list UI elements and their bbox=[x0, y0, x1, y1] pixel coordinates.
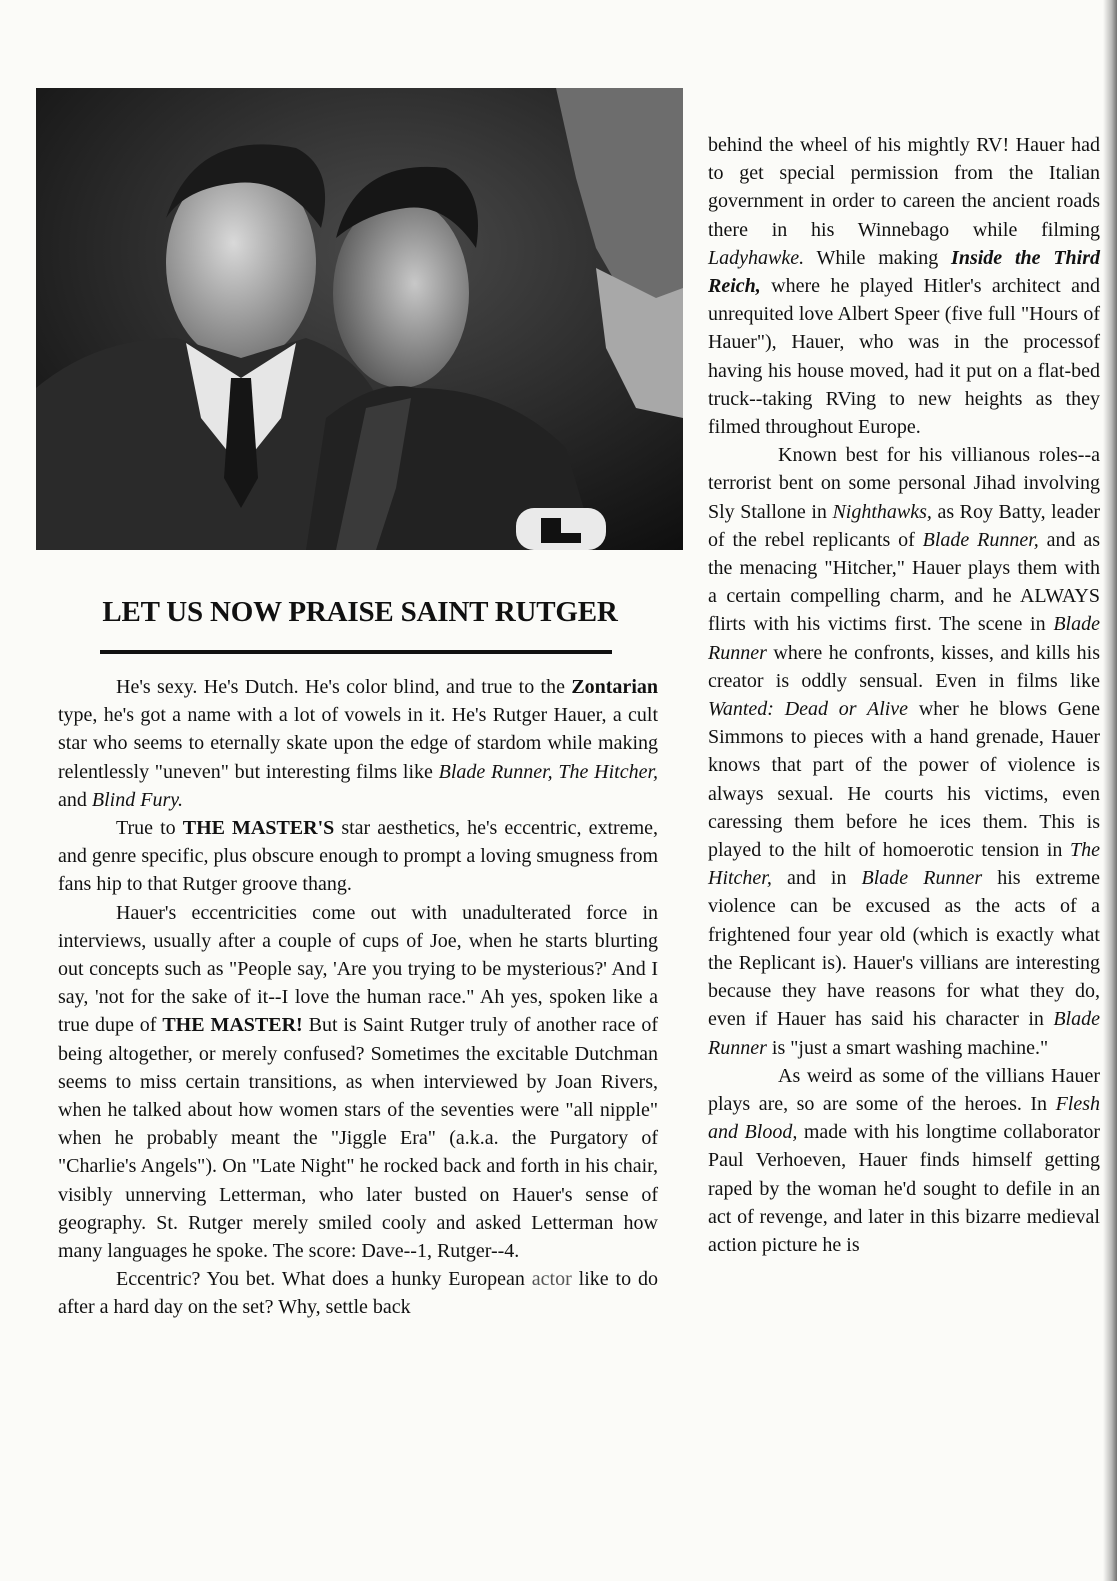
film-still-photo bbox=[36, 88, 683, 550]
paragraph: He's sexy. He's Dutch. He's color blind, and true to the Zontarian type, he's got a name with a lot of vowels in it. He's Rutger Hauer, a cult star who seems to eternally skate upon the edge of stardom while making relentlessly "uneven" but interesting films like Blade Runner, The Hitcher, and Blind Fury. bbox=[58, 676, 659, 811]
photo-illustration bbox=[36, 88, 683, 550]
paragraph: True to THE MASTER'S star aesthetics, he's eccentric, extreme, and genre specific, plus obscure enough to prompt a loving smugness from fans hip to that Rutger groove thang. bbox=[58, 817, 659, 896]
paragraph: As weird as some of the villians Hauer plays are, so are some of the heroes. In Flesh and Blood, made with his longtime collaborator Paul Verhoeven, Hauer finds himself getting raped by the woman he'd sought to defile in an act of revenge, and later in this bizarre medieval action picture he is bbox=[708, 1064, 1100, 1256]
headline-rule bbox=[100, 650, 612, 654]
left-text-column bbox=[58, 673, 658, 1322]
paragraph: behind the wheel of his mightly RV! Hauer had to get special permission from the Italian government in order to careen the ancient roads there in his Winnebago while filming Ladyhawke. While making Inside the Third Reich, where he played Hitler's architect and unrequited love Albert Speer (five full "Hours of Hauer"), Hauer, who was in the processof having his house moved, had it put on a flat-bed truck--taking RVing to new heights as they filmed throughout Europe. bbox=[708, 134, 1101, 439]
paragraph: Hauer's eccentricities come out with unadulterated force in interviews, usually after a couple of cups of Joe, when he starts blurting out concepts such as "People say, 'Are you trying to be mysterious?' And I say, 'not for the sake of it--I love the human race." Ah yes, spoken like a true dupe of THE MASTER! But is Saint Rutger truly of another race of being altogether, or merely confused? Sometimes the excitable Dutchman seems to miss certain transitions, as when interviewed by Joan Rivers, when he talked about how women stars of the seventies were "all nipple" when he probably meant the "Jiggle Era" (a.k.a. the Purgatory of "Charlie's Angels"). On "Late Night" he rocked back and forth in his chair, visibly unnerving Letterman, who later busted on Hauer's sense of geography. St. Rutger merely smiled cooly and asked Letterman how many languages he spoke. The score: Dave--1, Rutger--4. bbox=[58, 901, 658, 1263]
paragraph: Eccentric? You bet. What does a hunky European actor like to do after a hard day on the set? Why, settle back bbox=[58, 1268, 659, 1319]
paragraph: Known best for his villianous roles--a terrorist bent on some personal Jihad involving Sly Stallone in Nighthawks, as Roy Batty, leader of the rebel replicants of Blade Runner, and as the menacing "Hitcher," Hauer plays them with a certain compelling charm, and he ALWAYS flirts with his victims first. The scene in Blade Runner where he confronts, kisses, and kills his creator is oddly sensual. Even in films like Wanted: Dead or Alive wher he blows Gene Simmons to pieces with a hand grenade, Hauer knows that part of the power of violence is always sexual. He courts his victims, even caressing them before he ices them. This is played to the hilt of homoerotic tension in The Hitcher, and in Blade Runner his extreme violence can be excused as the acts of a frightened four year old (which is exactly what the Replicant is). Hauer's villians are interesting because they have reasons for what they do, even if Hauer has said his character in Blade Runner is "just a smart washing machine." bbox=[708, 444, 1101, 1059]
right-text-column bbox=[708, 131, 1100, 1259]
scan-page-edge-shadow bbox=[1103, 0, 1117, 1581]
article-headline: LET US NOW PRAISE SAINT RUTGER bbox=[102, 596, 618, 628]
